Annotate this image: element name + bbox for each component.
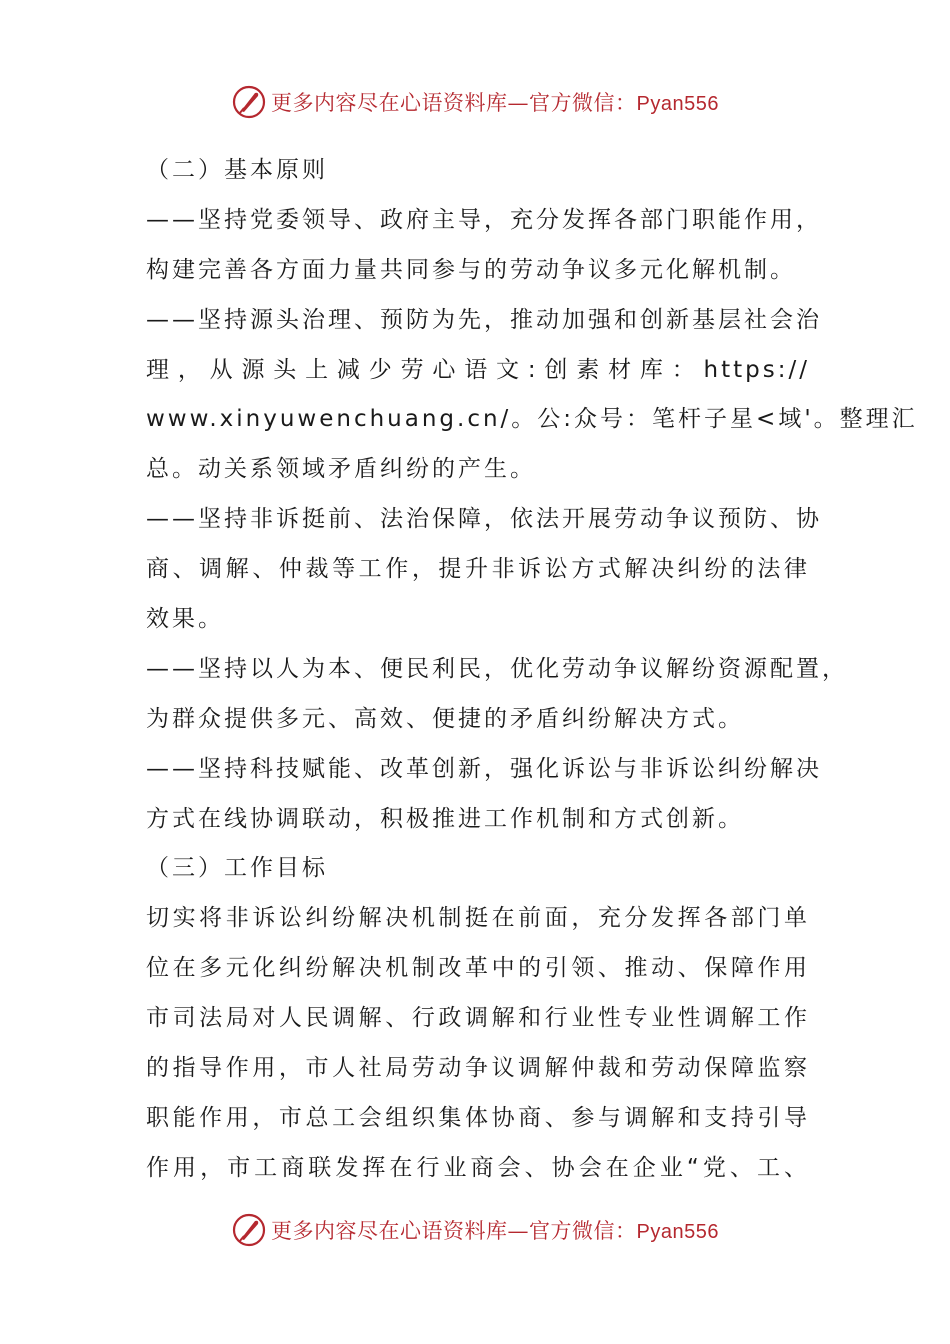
paragraph-line: ——坚持党委领导、政府主导，充分发挥各部门职能作用， [146,206,822,233]
wechat-id: Pyan556 [636,93,719,115]
paragraph-line: 位在多元化纠纷解决机制改革中的引领、推动、保障作用 [146,955,810,982]
document-body [146,146,918,1194]
footer-watermark-banner [0,1210,950,1250]
paragraph-line: 的指导作用，市人社局劳动争议调解仲裁和劳动保障监察 [146,1055,810,1082]
quill-logo-icon [231,84,267,120]
paragraph-line: ——坚持科技赋能、改革创新，强化诉讼与非诉讼纠纷解决 [146,755,822,782]
quill-logo-icon [231,1212,267,1248]
section-heading: （二）基本原则 [146,157,328,183]
paragraph-line: ——坚持非诉挺前、法治保障，依法开展劳动争议预防、协 [146,506,822,533]
wechat-id: Pyan556 [636,1221,719,1243]
header-watermark-banner [0,82,950,122]
paragraph-line: 效果。 [146,606,224,633]
paragraph-line: ——坚持以人为本、便民利民，优化劳动争议解纷资源配置， [146,655,848,682]
paragraph-line: 总。动关系领域矛盾纠纷的产生。 [146,456,536,483]
paragraph-line: 商、调解、仲裁等工作，提升非诉讼方式解决纠纷的法律 [146,556,810,583]
section-heading: （三）工作目标 [146,855,328,882]
paragraph-line: 理，从源头上减少劳心语文:创素材库：https:// [146,356,810,383]
banner-text: 更多内容尽在心语资料库—官方微信：Pyan556 [271,91,719,115]
paragraph-line: 作用，市工商联发挥在行业商会、协会在企业“党、工、 [146,1154,810,1181]
paragraph-line: ——坚持源头治理、预防为先，推动加强和创新基层社会治 [146,306,822,333]
paragraph-line: www.xinyuwenchuang.cn/。公:众号：笔杆子星<域'。整理汇 [146,406,918,433]
banner-text: 更多内容尽在心语资料库—官方微信：Pyan556 [271,1219,719,1243]
paragraph-line: 构建完善各方面力量共同参与的劳动争议多元化解机制。 [146,256,796,283]
paragraph-line: 为群众提供多元、高效、便捷的矛盾纠纷解决方式。 [146,705,744,732]
paragraph-line: 方式在线协调联动，积极推进工作机制和方式创新。 [146,805,744,832]
paragraph-line: 职能作用，市总工会组织集体协商、参与调解和支持引导 [146,1104,810,1131]
paragraph-line: 切实将非诉讼纠纷解决机制挺在前面，充分发挥各部门单 [146,905,810,932]
paragraph-line: 市司法局对人民调解、行政调解和行业性专业性调解工作 [146,1005,810,1032]
